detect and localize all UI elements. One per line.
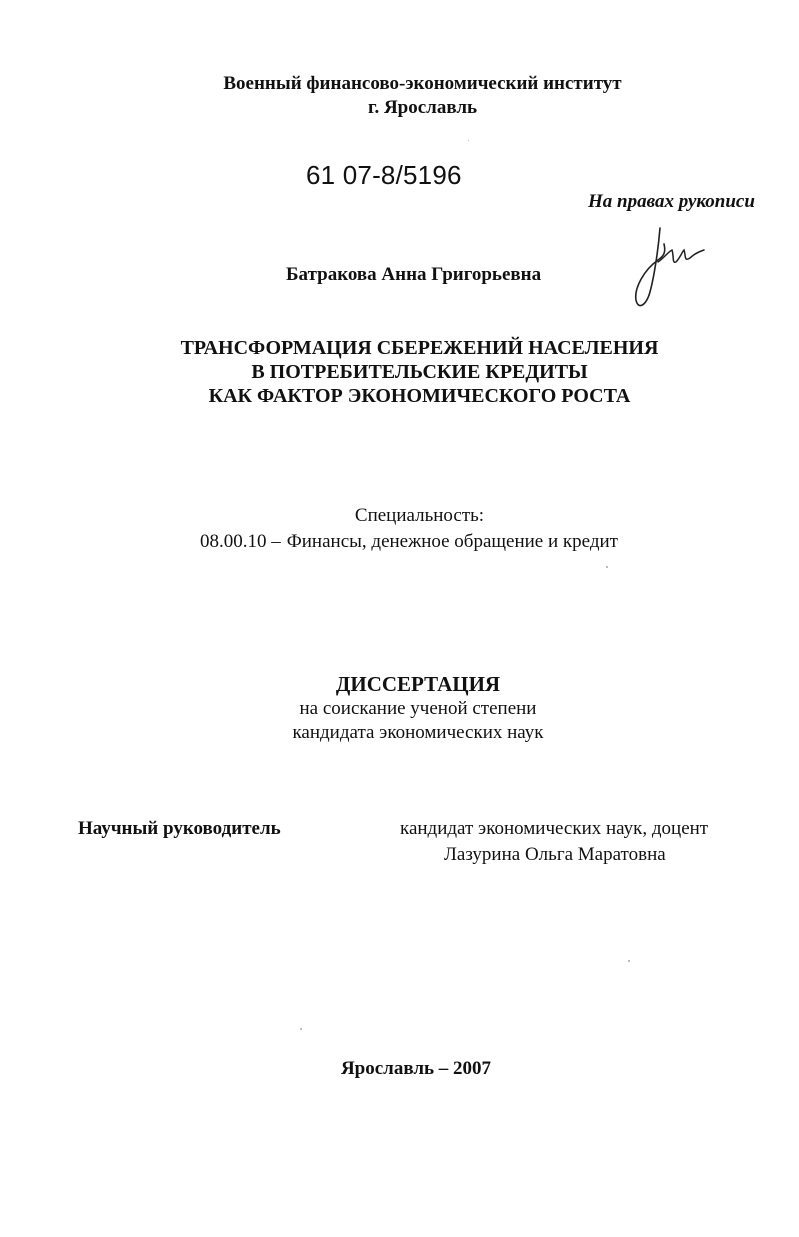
author-name: Батракова Анна Григорьевна <box>286 264 542 285</box>
specialty-name: Финансы, денежное обращение и кредит <box>286 531 618 552</box>
institute-city: г. Ярославль <box>367 97 478 118</box>
scan-speck <box>468 140 469 141</box>
scan-speck <box>606 566 608 568</box>
specialty-line <box>200 531 618 553</box>
signature-mark <box>624 222 706 314</box>
title-line-1: ТРАНСФОРМАЦИЯ СБЕРЕЖЕНИЙ НАСЕЛЕНИЯ <box>180 337 659 359</box>
specialty-code: 08.00.10 – <box>200 531 281 552</box>
title-line-2: В ПОТРЕБИТЕЛЬСКИЕ КРЕДИТЫ <box>251 361 588 383</box>
registration-number: 61 07-8/5196 <box>306 160 462 190</box>
degree-line-1: на соискание ученой степени <box>299 698 537 719</box>
advisor-rank: кандидат экономических наук, доцент <box>400 818 709 839</box>
dissertation-title <box>0 336 799 408</box>
advisor-label: Научный руководитель <box>78 818 281 839</box>
scan-speck <box>628 960 630 962</box>
scan-speck <box>300 1028 302 1030</box>
institute-header <box>0 72 799 120</box>
rights-note: На правах рукописи <box>588 191 755 212</box>
dissertation-heading: ДИССЕРТАЦИЯ <box>335 672 501 696</box>
degree-line-2: кандидата экономических наук <box>292 722 544 743</box>
advisor-name: Лазурина Ольга Маратовна <box>444 844 666 865</box>
place-and-year: Ярославль – 2007 <box>340 1058 492 1079</box>
title-line-3: КАК ФАКТОР ЭКОНОМИЧЕСКОГО РОСТА <box>208 385 631 407</box>
specialty-label: Специальность: <box>354 505 485 526</box>
institute-name: Военный финансово-экономический институт <box>223 73 622 94</box>
